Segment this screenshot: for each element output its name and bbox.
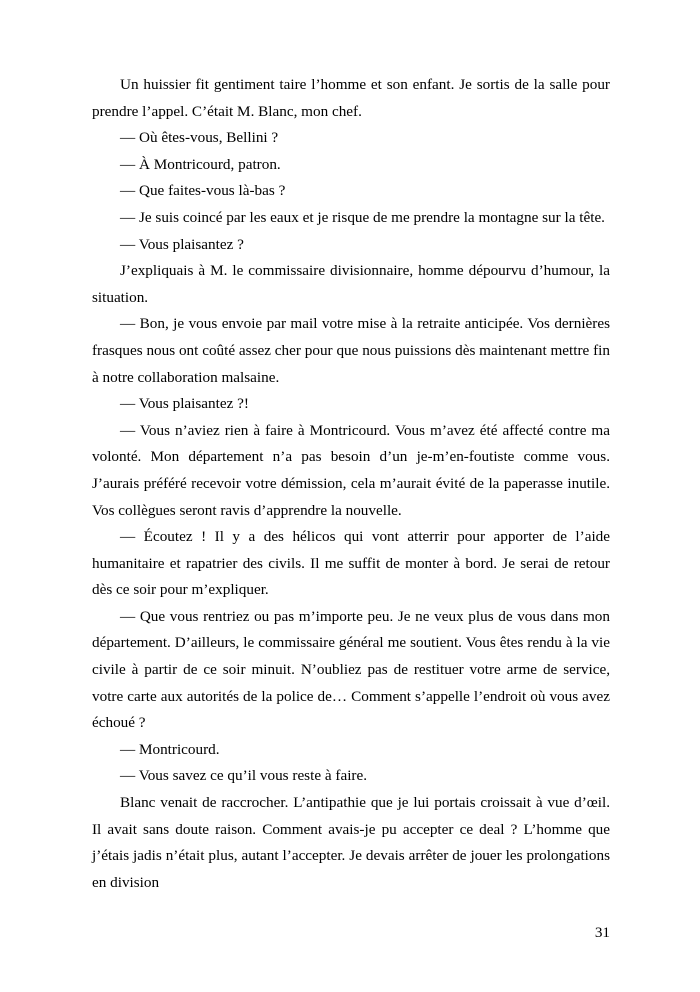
paragraph: — À Montricourd, patron. bbox=[120, 155, 281, 173]
paragraph: — Que vous rentriez ou pas m’importe peu. Je ne veux plus de vous dans mon département. D’ailleurs, le commissaire général me soutient. Vous êtes rendu à la vie civile à partir de ce soir minuit. N’oubliez pas de restituer votre arme de service, votre carte aux autorités de la police de… Comment s’appelle l’endroit où vous avez échoué ? bbox=[92, 607, 610, 732]
paragraph: — Je suis coincé par les eaux et je risque de me prendre la montagne sur la tête. bbox=[120, 208, 605, 226]
paragraph: — Bon, je vous envoie par mail votre mise à la retraite anticipée. Vos dernières frasques nous ont coûté assez cher pour que nous puissions dès maintenant mettre fin à notre collaboration malsaine. bbox=[92, 315, 610, 386]
paragraph: — Où êtes-vous, Bellini ? bbox=[120, 129, 279, 147]
paragraph: — Écoutez ! Il y a des hélicos qui vont atterrir pour apporter de l’aide humanitaire et rapatrier des civils. Il me suffit de monter à bord. Je serai de retour dès ce soir pour m’expliquer. bbox=[92, 528, 610, 599]
page-body-text bbox=[92, 72, 610, 896]
paragraph: — Montricourd. bbox=[120, 740, 220, 758]
paragraph: Un huissier fit gentiment taire l’homme et son enfant. Je sortis de la salle pour prendre l’appel. C’était M. Blanc, mon chef. bbox=[92, 76, 610, 120]
paragraph: — Vous plaisantez ?! bbox=[120, 395, 249, 413]
paragraph: — Vous plaisantez ? bbox=[120, 235, 244, 253]
paragraph: — Que faites-vous là-bas ? bbox=[120, 182, 286, 200]
paragraph: — Vous savez ce qu’il vous reste à faire. bbox=[120, 767, 368, 785]
paragraph: — Vous n’aviez rien à faire à Montricourd. Vous m’avez été affecté contre ma volonté. Mon département n’a pas besoin d’un je-m’en-foutiste comme vous. J’aurais préféré recevoir votre démission, cela m’aurait évité de la paperasse inutile. Vos collègues seront ravis d’apprendre la nouvelle. bbox=[92, 421, 610, 519]
page-number: 31 bbox=[594, 923, 610, 941]
paragraph: J’expliquais à M. le commissaire divisionnaire, homme dépourvu d’humour, la situation. bbox=[92, 262, 610, 306]
paragraph: Blanc venait de raccrocher. L’antipathie que je lui portais croissait à vue d’œil. Il avait sans doute raison. Comment avais-je pu accepter ce deal ? L’homme que j’étais jadis n’était plus, autant l’accepter. Je devais arrêter de jouer les prolongations en division bbox=[92, 794, 610, 891]
